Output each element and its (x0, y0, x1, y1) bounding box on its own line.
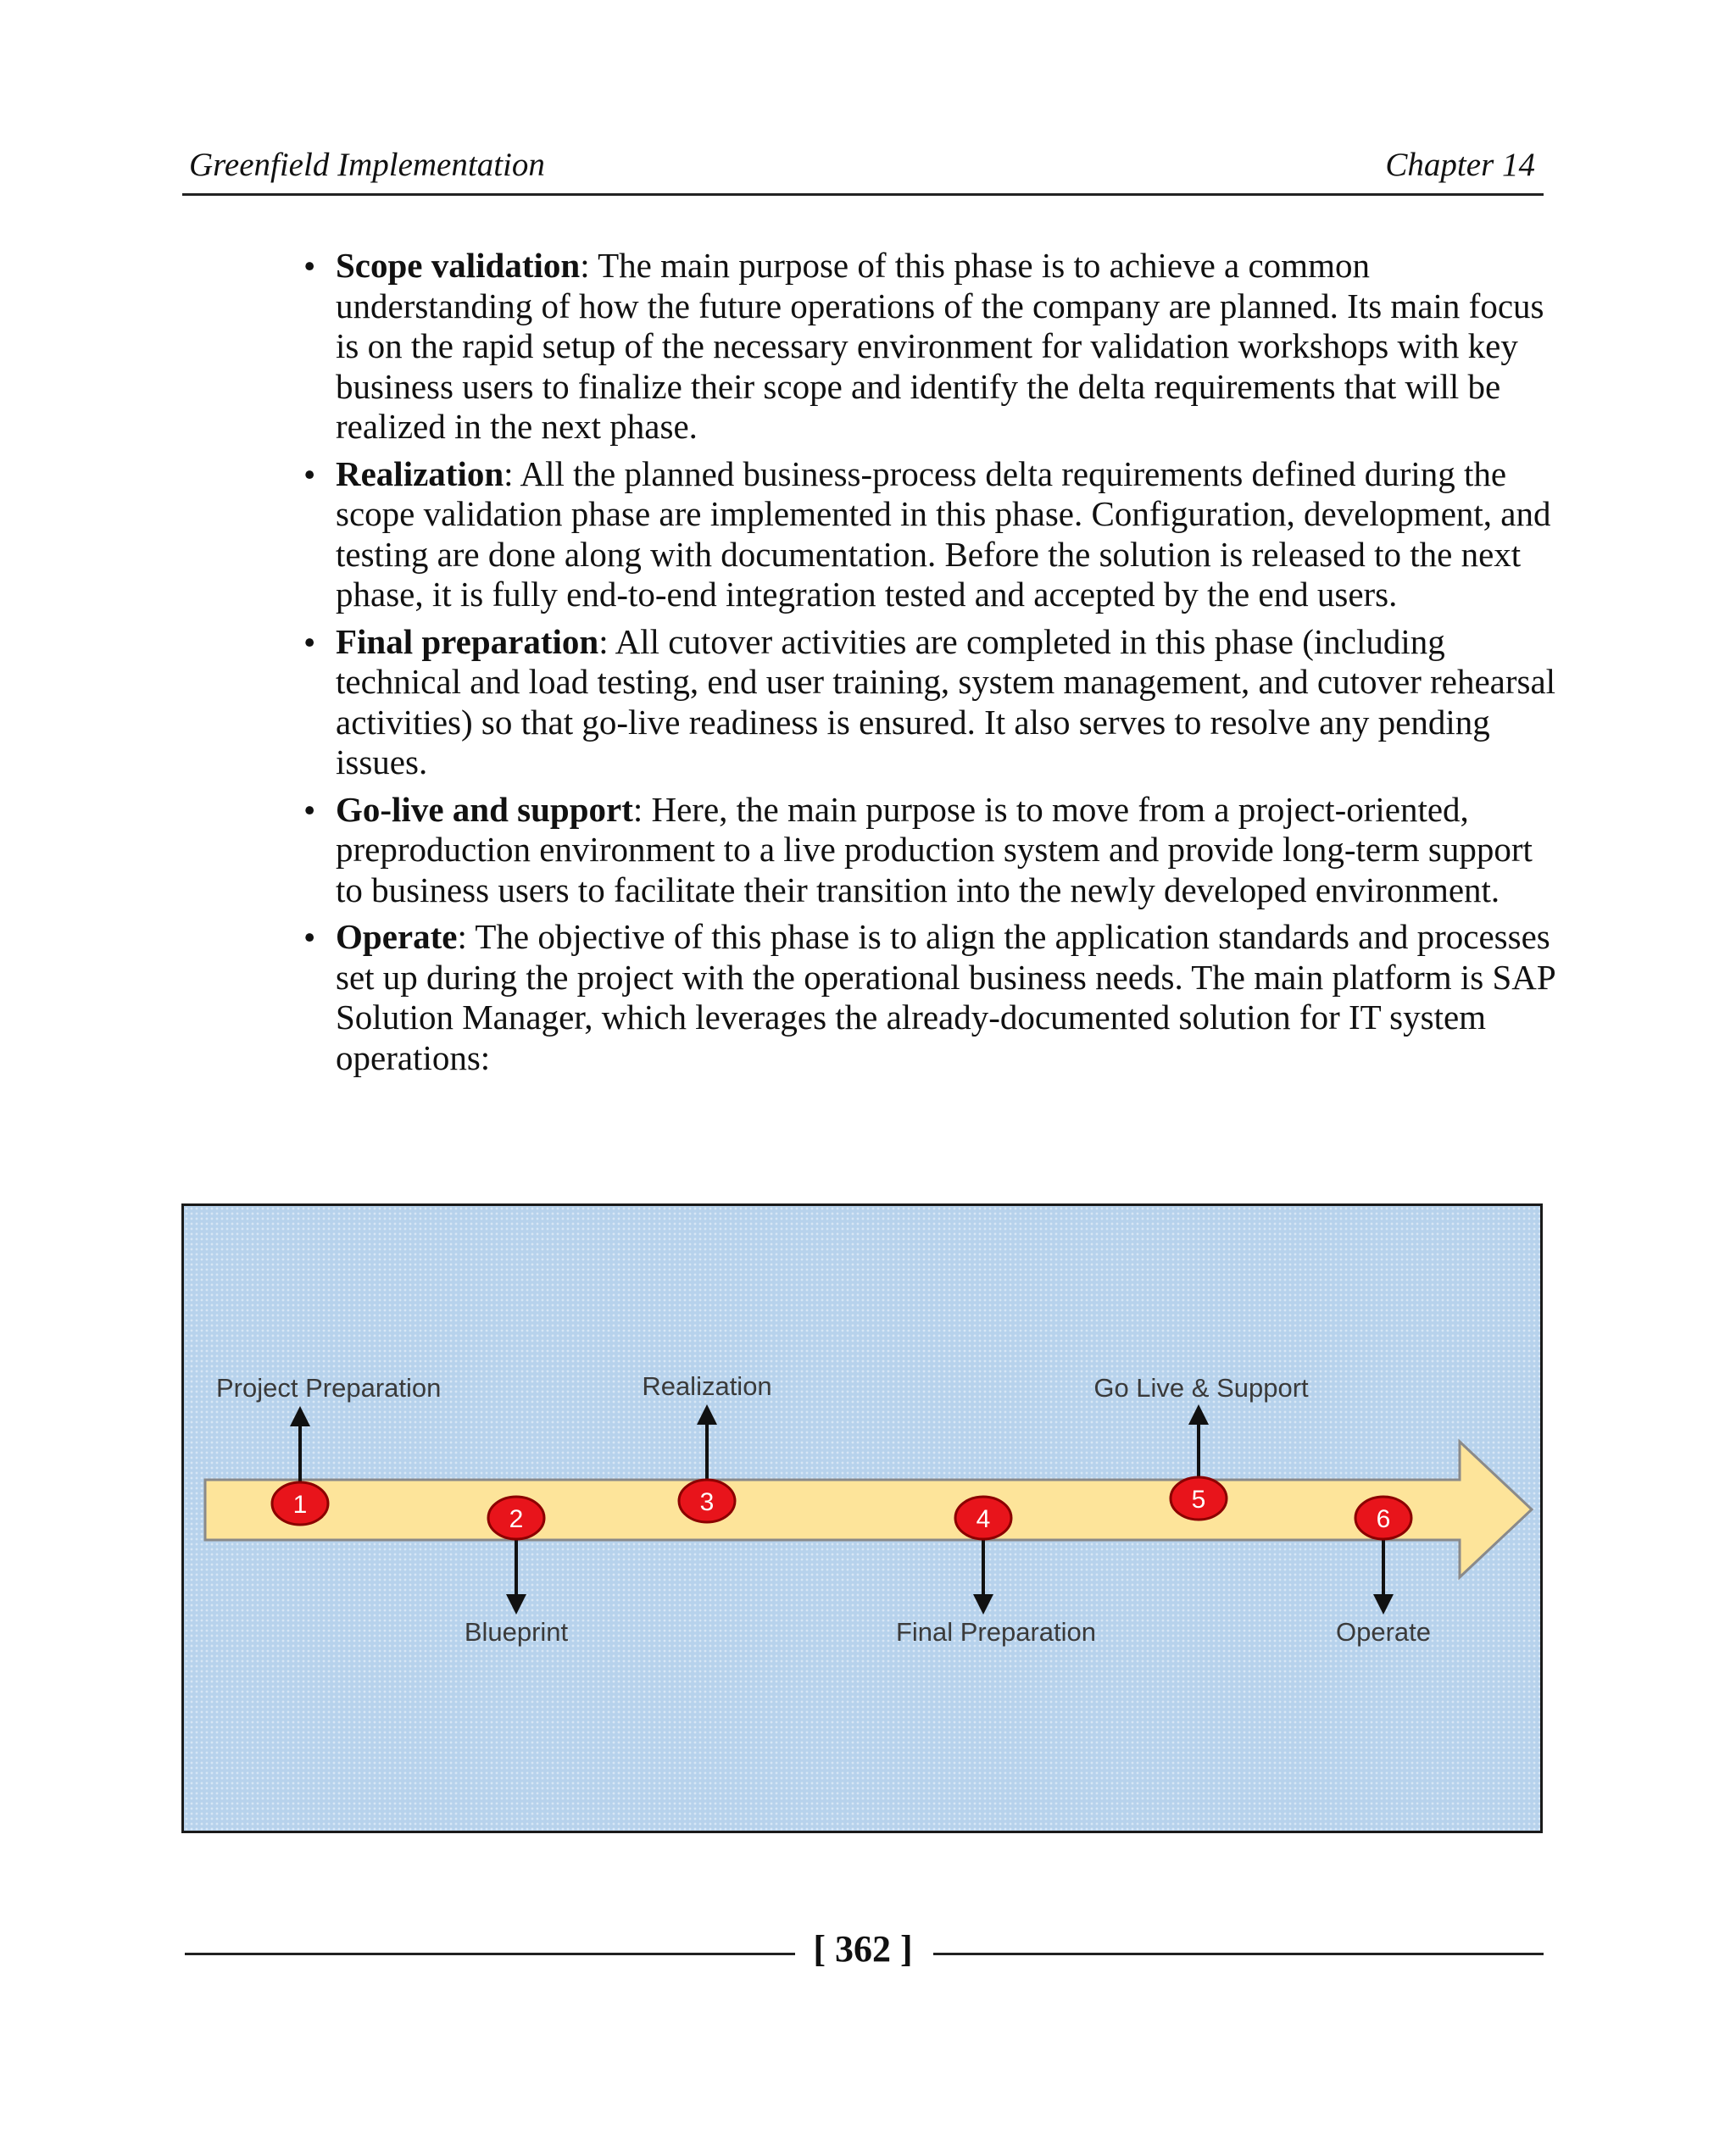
bullet-term: Go-live and support (336, 789, 633, 829)
bullet-text: : All cutover activities are completed in this phase (including technical and load testing, end user training, system management, and cutover rehearsal activities) so that go-live readiness is ensured. It also serves to resolve any pending issues. (336, 621, 1556, 781)
bullet-item (298, 917, 1561, 1078)
phase-6-label: Operate (1335, 1617, 1432, 1647)
bullet-term: Operate (336, 917, 458, 956)
bullet-term: Realization (336, 453, 504, 493)
phase-4-label: Final Preparation (895, 1617, 1097, 1647)
phase-1-number: 1 (292, 1491, 308, 1519)
bullet-icon: • (303, 454, 316, 494)
running-header (182, 142, 1544, 196)
header-chapter-number: Chapter 14 (1385, 147, 1535, 183)
bullet-text: : All the planned business-process delta requirements defined during the scope validation phase are implemented in this phase. Configuration, development, and testing are done along with documentation. Before the solution is released to the next phase, it is fully end-to-end integration tested and accepted by the end users. (336, 453, 1551, 614)
bullet-term: Scope validation (336, 246, 581, 285)
page-number: [ 362 ] (813, 1928, 913, 1970)
timeline-arrow-shape (205, 1442, 1532, 1577)
bullet-item (298, 790, 1561, 911)
phase-2-number: 2 (509, 1505, 524, 1533)
bullet-item (298, 622, 1561, 783)
header-chapter-title: Greenfield Implementation (189, 147, 545, 183)
page-footer (182, 1922, 1544, 1982)
phase-1-label: Project Preparation (216, 1373, 442, 1403)
bullet-icon: • (303, 247, 316, 286)
phase-2-label: Blueprint (464, 1617, 569, 1647)
timeline-diagram (184, 1206, 1540, 1831)
bullet-text: : The objective of this phase is to align the application standards and processes set up during the project with the operational business needs. The main platform is SAP Solution Manager, which leverages the already-documented solution for IT system operations: (336, 917, 1555, 1077)
bullet-text: : The main purpose of this phase is to achieve a common understanding of how the future operations of the company are planned. Its main focus is on the rapid setup of the necessary environment for validation workshops with key business users to finalize their scope and identify the delta requirements that will be realized in the next phase. (336, 246, 1544, 446)
bullet-icon: • (303, 918, 316, 957)
phase-timeline-figure (181, 1203, 1543, 1833)
bullet-item (298, 246, 1561, 447)
bullet-icon: • (303, 790, 316, 830)
phase-4-number: 4 (976, 1505, 991, 1533)
phase-3-number: 3 (699, 1488, 715, 1516)
phase-3-label: Realization (642, 1371, 772, 1401)
bullet-icon: • (303, 622, 316, 662)
phase-5-number: 5 (1191, 1486, 1206, 1514)
bullet-text: : Here, the main purpose is to move from a project-oriented, preproduction environment to a live production system and provide long-term support to business users to facilitate their transition into the newly developed environment. (336, 789, 1533, 909)
phase-bullet-list (298, 246, 1561, 1085)
phase-6-number: 6 (1376, 1505, 1391, 1533)
bullet-term: Final preparation (336, 621, 599, 661)
phase-5-label: Go Live & Support (1093, 1373, 1309, 1403)
bullet-item (298, 454, 1561, 615)
